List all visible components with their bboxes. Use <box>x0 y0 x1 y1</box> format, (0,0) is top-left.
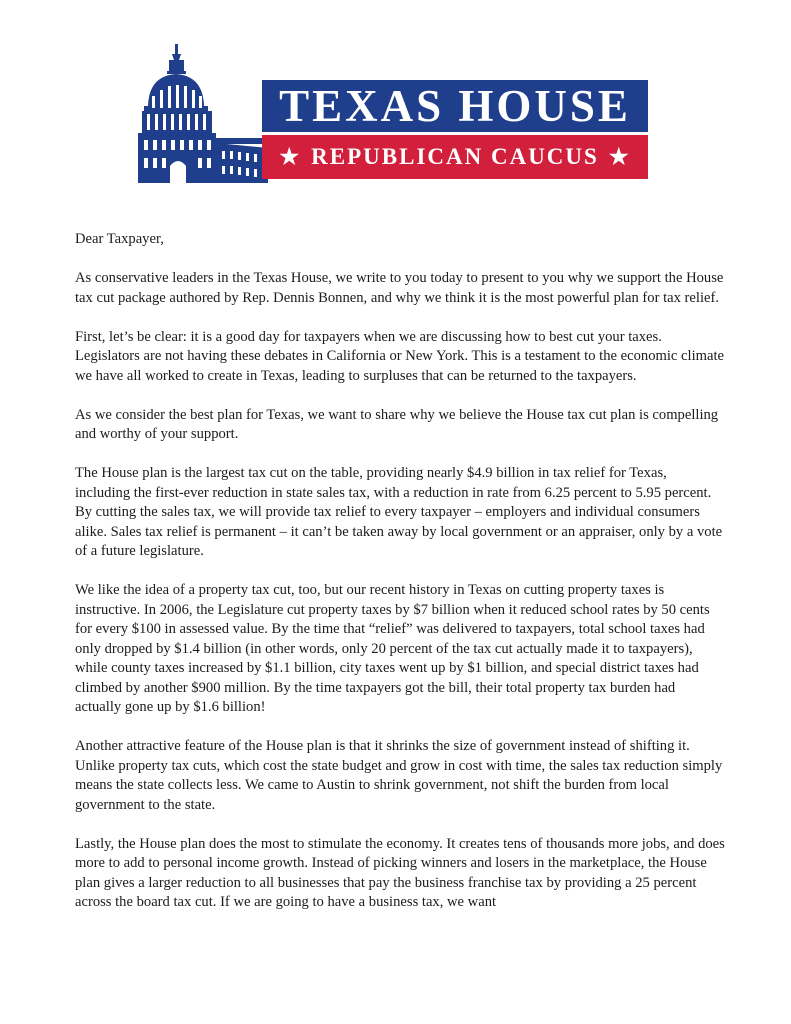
salutation: Dear Taxpayer, <box>75 231 164 247</box>
logo-banner-blue <box>262 80 648 132</box>
star-icon: ★ <box>279 144 302 169</box>
paragraph-consider: As we consider the best plan for Texas, we want to share why we believe the House tax cut plan is compelling and worthy of your support. <box>75 406 719 442</box>
paragraph-first: First, let’s be clear: it is a good day for taxpayers when we are discussing how to best cut your taxes. Legislators are not having these debates in California or New York. This is a testament to the economic climate we have all worked to create in Texas, leading to surpluses that can be returned to the taxpayers. <box>75 328 724 384</box>
logo-banner-red <box>262 135 648 179</box>
star-icon: ★ <box>608 144 631 169</box>
paragraph-property-tax: We like the idea of a property tax cut, too, but our recent history in Texas on cutting property taxes is instructive. In 2006, the Legislature cut property taxes by $7 billion when it reduced school rates by 50 cents for every $100 in assessed value. By the time that “relief” was delivered to taxpayers, total school taxes had only dropped by $1.4 billion (in other words, only 20 percent of the tax cut actually made it to taxpayers), while county taxes increased by $1.1 billion, city taxes went up by $1 billion, and special district taxes had climbed by another $900 million. By the time taxpayers got the bill, their total property tax burden had actually gone up by $1.6 billion! <box>75 582 710 715</box>
caucus-logo <box>138 38 648 183</box>
logo-title: TEXAS HOUSE <box>279 80 631 131</box>
paragraph-shrink-government: Another attractive feature of the House plan is that it shrinks the size of government instead of shifting it. Unlike property tax cuts, which cost the state budget and grow in cost with time, the sales tax reduction simply means the state collects less. We came to Austin to shrink government, not shift the burden from local government to the state. <box>75 738 723 813</box>
paragraph-intro: As conservative leaders in the Texas House, we write to you today to present to you why we support the House tax cut package authored by Rep. Dennis Bonnen, and why we think it is the most powerful plan for tax relief. <box>75 270 724 306</box>
letter-body <box>75 230 725 932</box>
paragraph-house-plan: The House plan is the largest tax cut on the table, providing nearly $4.9 billion in tax relief for Texas, including the first-ever reduction in state sales tax, with a reduction in rate from 6.25 percent to 5.95 percent. By cutting the sales tax, we will provide tax relief to every taxpayer – employers and individual consumers alike. Sales tax relief is permanent – it can’t be taken away by local government or an appraiser, only by a vote of a future legislature. <box>75 465 723 559</box>
paragraph-economy: Lastly, the House plan does the most to stimulate the economy. It creates tens of thousands more jobs, and does more to add to personal income growth. Instead of picking winners and losers in the marketplace, the House plan gives a larger reduction to all businesses that pay the business franchise tax by providing a 25 percent across the board tax cut. If we are going to have a business tax, we want <box>75 835 725 910</box>
logo-subtitle: REPUBLICAN CAUCUS <box>311 144 599 169</box>
capitol-dome-icon <box>138 38 278 183</box>
